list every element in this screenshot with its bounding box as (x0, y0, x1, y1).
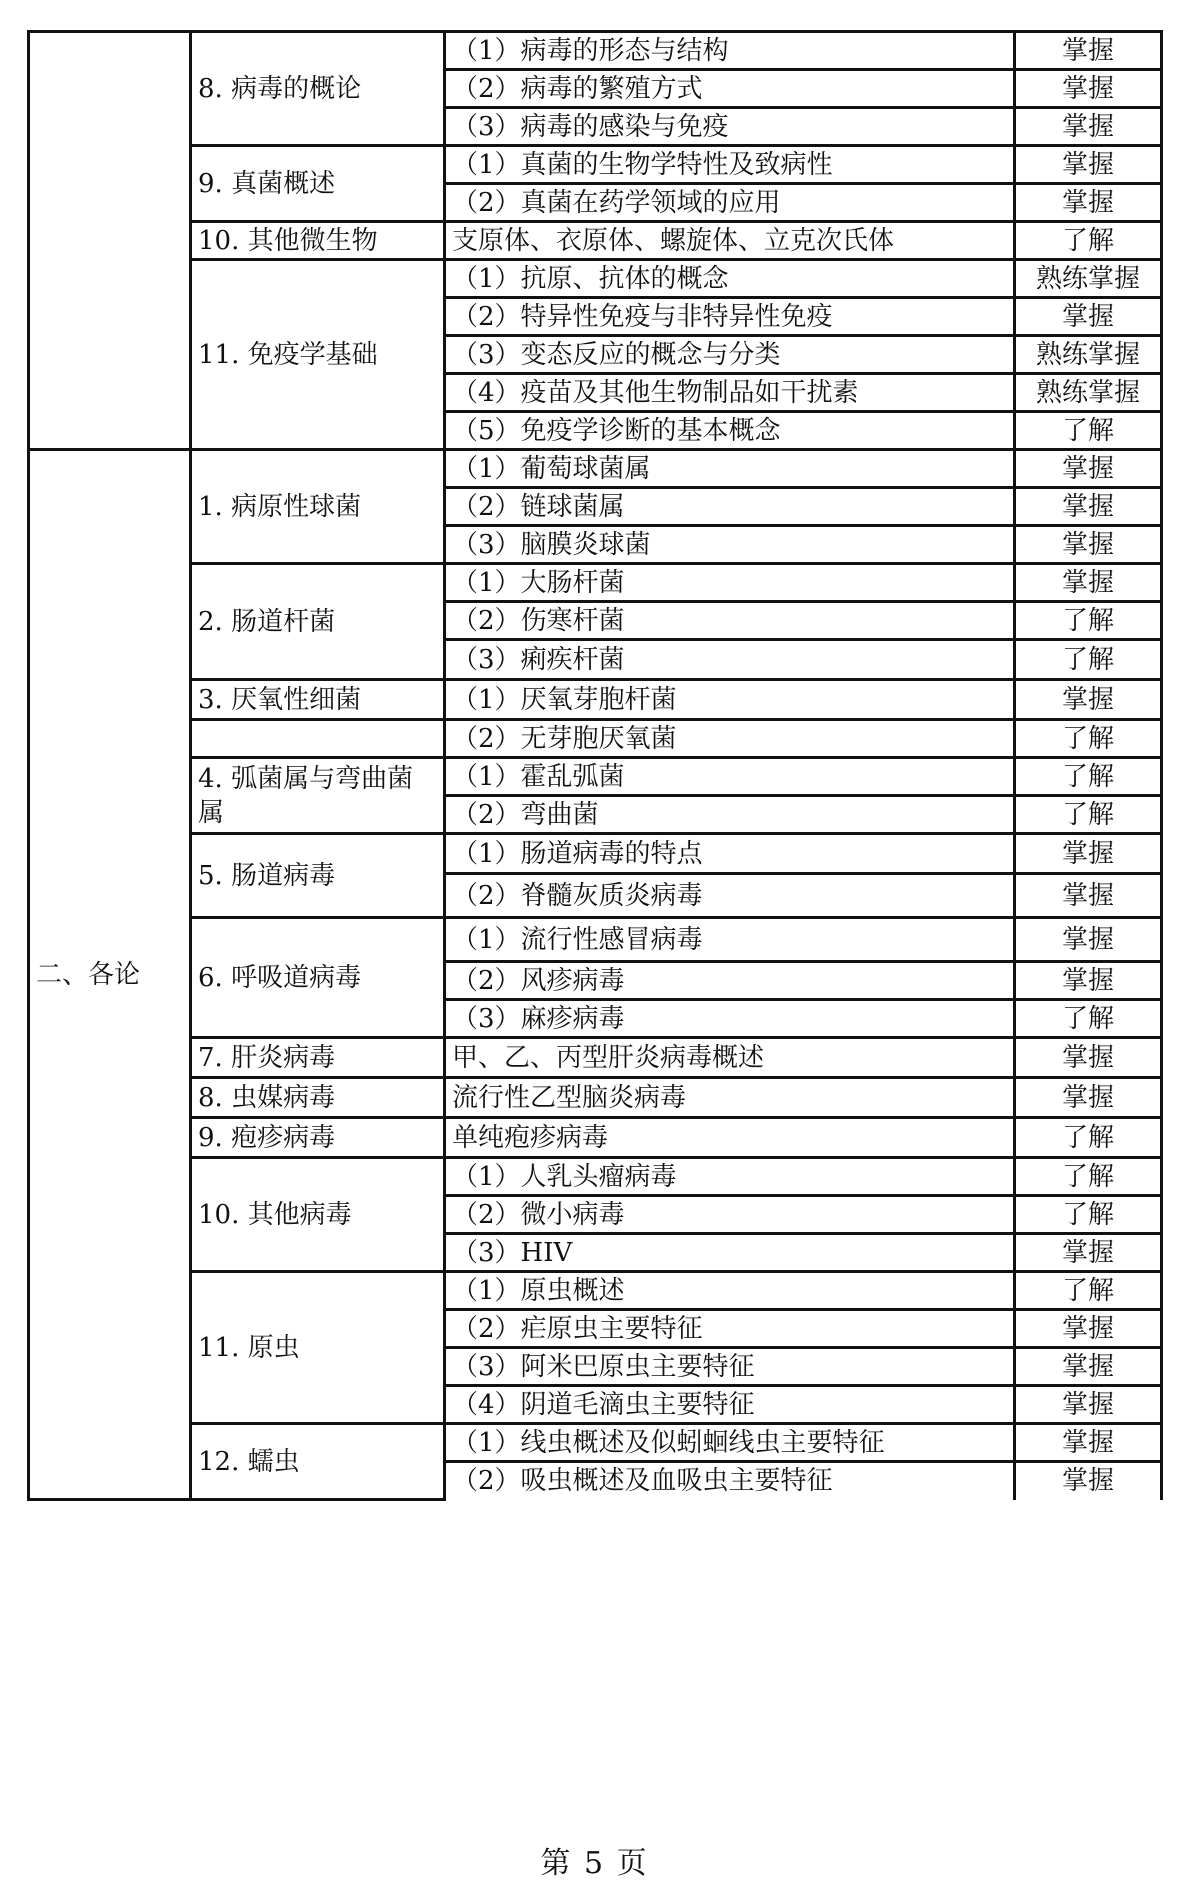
topic-cell: 9. 疱疹病毒 (191, 1118, 445, 1158)
content-cell: （1）霍乱弧菌 (445, 758, 1015, 796)
content-cell: （2）脊髓灰质炎病毒 (445, 874, 1015, 918)
content-cell: （3）痢疾杆菌 (445, 640, 1015, 680)
level-cell: 掌握 (1015, 918, 1162, 962)
level-cell: 了解 (1015, 412, 1162, 450)
level-cell: 了解 (1015, 720, 1162, 758)
content-cell: （2）特异性免疫与非特异性免疫 (445, 298, 1015, 336)
topic-cell: 8. 病毒的概论 (191, 32, 445, 146)
level-cell: 掌握 (1015, 874, 1162, 918)
level-cell: 掌握 (1015, 834, 1162, 874)
table-row (29, 146, 1162, 184)
topic-cell: 7. 肝炎病毒 (191, 1038, 445, 1078)
topic-cell: 5. 肠道病毒 (191, 834, 445, 918)
level-cell: 了解 (1015, 1272, 1162, 1310)
content-cell: （1）肠道病毒的特点 (445, 834, 1015, 874)
table-row (29, 32, 1162, 70)
content-cell: （2）微小病毒 (445, 1196, 1015, 1234)
section-label: 二、各论 (29, 450, 191, 1500)
table-row (29, 1118, 1162, 1158)
table-row (29, 564, 1162, 602)
content-cell: （1）人乳头瘤病毒 (445, 1158, 1015, 1196)
level-cell: 掌握 (1015, 564, 1162, 602)
level-cell: 掌握 (1015, 1038, 1162, 1078)
topic-cell: 10. 其他微生物 (191, 222, 445, 260)
topic-cell: 2. 肠道杆菌 (191, 564, 445, 680)
table-row (29, 260, 1162, 298)
level-cell: 了解 (1015, 796, 1162, 834)
level-cell: 熟练掌握 (1015, 374, 1162, 412)
topic-cell: 4. 弧菌属与弯曲菌属 (191, 758, 445, 834)
content-cell: （1）厌氧芽胞杆菌 (445, 680, 1015, 720)
topic-cell: 3. 厌氧性细菌 (191, 680, 445, 720)
table-row (29, 680, 1162, 720)
content-cell: （1）抗原、抗体的概念 (445, 260, 1015, 298)
content-cell: （2）疟原虫主要特征 (445, 1310, 1015, 1348)
content-cell: 甲、乙、丙型肝炎病毒概述 (445, 1038, 1015, 1078)
syllabus-table-body (29, 32, 1162, 1500)
topic-cell: 12. 蠕虫 (191, 1424, 445, 1500)
level-cell: 掌握 (1015, 1078, 1162, 1118)
level-cell: 熟练掌握 (1015, 336, 1162, 374)
page-number: 第 5 页 (540, 1846, 649, 1881)
table-row (29, 222, 1162, 260)
level-cell: 掌握 (1015, 146, 1162, 184)
content-cell: （3）变态反应的概念与分类 (445, 336, 1015, 374)
level-cell: 掌握 (1015, 70, 1162, 108)
level-cell: 掌握 (1015, 1386, 1162, 1424)
table-row (29, 1272, 1162, 1310)
content-cell: （3）病毒的感染与免疫 (445, 108, 1015, 146)
content-cell: （2）风疹病毒 (445, 962, 1015, 1000)
level-cell: 了解 (1015, 758, 1162, 796)
topic-cell: 1. 病原性球菌 (191, 450, 445, 564)
level-cell: 掌握 (1015, 1348, 1162, 1386)
level-cell: 掌握 (1015, 450, 1162, 488)
content-cell: （2）链球菌属 (445, 488, 1015, 526)
table-row (29, 918, 1162, 962)
content-cell: （3）脑膜炎球菌 (445, 526, 1015, 564)
content-cell: （3）麻疹病毒 (445, 1000, 1015, 1038)
level-cell: 掌握 (1015, 962, 1162, 1000)
content-cell: （4）疫苗及其他生物制品如干扰素 (445, 374, 1015, 412)
content-cell: （2）伤寒杆菌 (445, 602, 1015, 640)
content-cell: （1）真菌的生物学特性及致病性 (445, 146, 1015, 184)
topic-cell: 10. 其他病毒 (191, 1158, 445, 1272)
content-cell: （1）线虫概述及似蚓蛔线虫主要特征 (445, 1424, 1015, 1462)
table-row (29, 1158, 1162, 1196)
table-row (29, 450, 1162, 488)
topic-cell: 11. 原虫 (191, 1272, 445, 1424)
topic-cell: 6. 呼吸道病毒 (191, 918, 445, 1038)
content-cell: （5）免疫学诊断的基本概念 (445, 412, 1015, 450)
level-cell: 熟练掌握 (1015, 260, 1162, 298)
level-cell: 了解 (1015, 1196, 1162, 1234)
content-cell: （2）无芽胞厌氧菌 (445, 720, 1015, 758)
content-cell: （2）弯曲菌 (445, 796, 1015, 834)
table-row (29, 758, 1162, 796)
level-cell: 了解 (1015, 1000, 1162, 1038)
table-row (29, 1078, 1162, 1118)
level-cell: 了解 (1015, 1158, 1162, 1196)
level-cell: 掌握 (1015, 1310, 1162, 1348)
content-cell: （2）真菌在药学领域的应用 (445, 184, 1015, 222)
level-cell: 掌握 (1015, 298, 1162, 336)
level-cell: 掌握 (1015, 108, 1162, 146)
level-cell: 了解 (1015, 1118, 1162, 1158)
content-cell: （2）病毒的繁殖方式 (445, 70, 1015, 108)
content-cell: （3）阿米巴原虫主要特征 (445, 1348, 1015, 1386)
table-row (29, 834, 1162, 874)
table-row (29, 1038, 1162, 1078)
level-cell: 掌握 (1015, 526, 1162, 564)
level-cell: 掌握 (1015, 680, 1162, 720)
table-row (29, 720, 1162, 758)
topic-cell: 9. 真菌概述 (191, 146, 445, 222)
topic-cell: 8. 虫媒病毒 (191, 1078, 445, 1118)
topic-cell (191, 720, 445, 758)
content-cell: （1）原虫概述 (445, 1272, 1015, 1310)
level-cell: 掌握 (1015, 184, 1162, 222)
content-cell: （1）流行性感冒病毒 (445, 918, 1015, 962)
content-cell: （1）大肠杆菌 (445, 564, 1015, 602)
content-cell: （1）葡萄球菌属 (445, 450, 1015, 488)
content-cell: 流行性乙型脑炎病毒 (445, 1078, 1015, 1118)
level-cell: 掌握 (1015, 1424, 1162, 1462)
level-cell: 掌握 (1015, 1462, 1162, 1500)
level-cell: 了解 (1015, 640, 1162, 680)
table-row (29, 1424, 1162, 1462)
content-cell: （2）吸虫概述及血吸虫主要特征 (445, 1462, 1015, 1500)
content-cell: 支原体、衣原体、螺旋体、立克次氏体 (445, 222, 1015, 260)
syllabus-table (27, 30, 1163, 1501)
content-cell: 单纯疱疹病毒 (445, 1118, 1015, 1158)
section-label (29, 32, 191, 450)
level-cell: 掌握 (1015, 32, 1162, 70)
topic-cell: 11. 免疫学基础 (191, 260, 445, 450)
content-cell: （3）HIV (445, 1234, 1015, 1272)
level-cell: 掌握 (1015, 1234, 1162, 1272)
content-cell: （4）阴道毛滴虫主要特征 (445, 1386, 1015, 1424)
level-cell: 了解 (1015, 602, 1162, 640)
level-cell: 掌握 (1015, 488, 1162, 526)
content-cell: （1）病毒的形态与结构 (445, 32, 1015, 70)
level-cell: 了解 (1015, 222, 1162, 260)
